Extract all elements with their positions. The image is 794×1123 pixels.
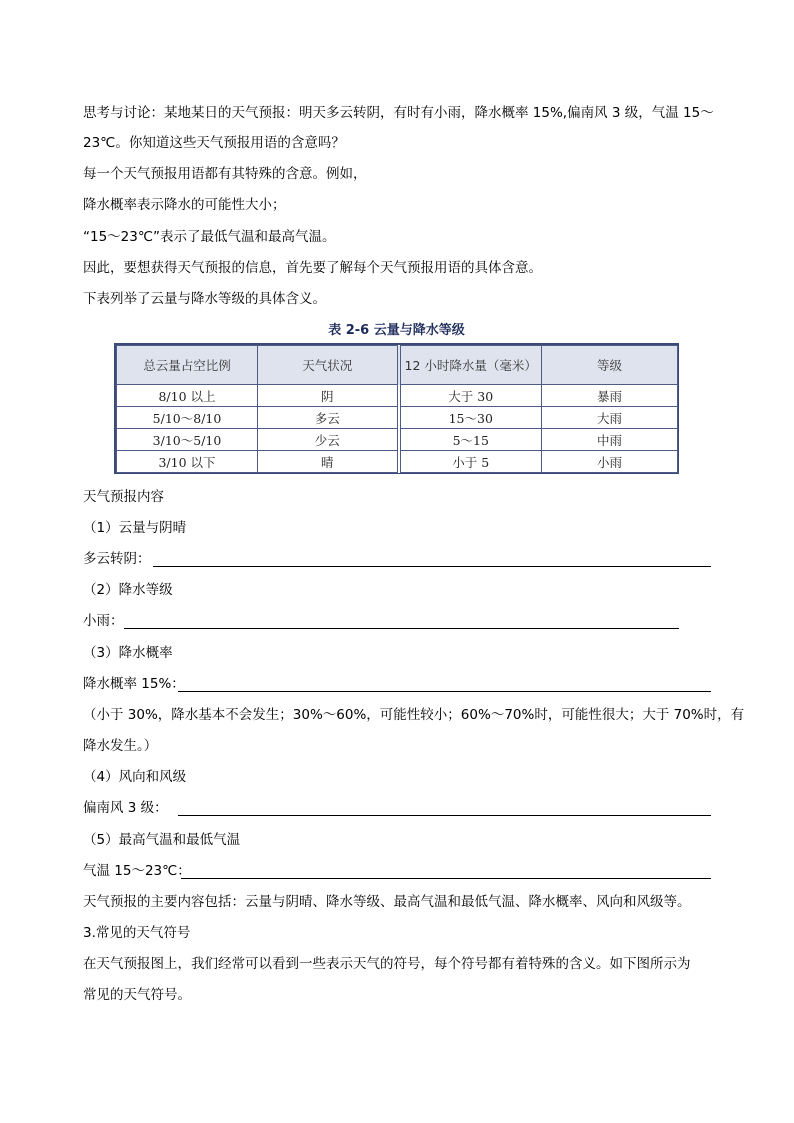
probability-note-1: （小于 30%，降水基本不会发生；30%～60%，可能性较小；60%～70%时，可能性很大；大于 70%时，有 bbox=[83, 707, 745, 723]
cell-cloud-ratio: 8/10 以上 bbox=[117, 385, 258, 407]
cell-weather: 晴 bbox=[258, 451, 399, 473]
header-rainfall: 12 小时降水量（毫米） bbox=[399, 346, 542, 385]
cell-rainfall: 15～30 bbox=[399, 407, 542, 429]
cell-rainfall: 小于 5 bbox=[399, 451, 542, 473]
section-3-title: 3.常见的天气符号 bbox=[83, 925, 191, 941]
fill-label-wind: 偏南风 3 级： bbox=[83, 800, 168, 816]
cell-rainfall: 5～15 bbox=[399, 429, 542, 451]
header-grade: 等级 bbox=[542, 346, 678, 385]
cell-grade: 中雨 bbox=[542, 429, 678, 451]
fill-label-probability: 降水概率 15%： bbox=[83, 676, 185, 692]
cell-grade: 大雨 bbox=[542, 407, 678, 429]
table-caption: 表 2-6 云量与降水等级 bbox=[328, 323, 465, 338]
intro-line-2: 23℃。你知道这些天气预报用语的含意吗？ bbox=[83, 135, 345, 151]
paragraph-3: “15～23℃”表示了最低气温和最高气温。 bbox=[83, 229, 336, 245]
paragraph-5: 下表列举了云量与降水等级的具体含义。 bbox=[83, 291, 326, 307]
paragraph-1: 每一个天气预报用语都有其特殊的含意。例如， bbox=[83, 166, 367, 182]
header-cloud-ratio: 总云量占空比例 bbox=[117, 346, 258, 385]
cell-cloud-ratio: 3/10 以下 bbox=[117, 451, 258, 473]
answer-blank-light-rain[interactable] bbox=[124, 628, 679, 629]
cell-grade: 小雨 bbox=[542, 451, 678, 473]
answer-blank-temperature[interactable] bbox=[181, 878, 711, 879]
cell-weather: 少云 bbox=[258, 429, 399, 451]
table-row bbox=[117, 407, 678, 429]
paragraph-4: 因此，要想获得天气预报的信息，首先要了解每个天气预报用语的具体含意。 bbox=[83, 260, 542, 276]
section-precip-grade: （2）降水等级 bbox=[83, 582, 173, 598]
probability-note-2: 降水发生。） bbox=[83, 738, 158, 754]
fill-label-temperature: 气温 15～23℃： bbox=[83, 863, 191, 879]
answer-blank-cloudy[interactable] bbox=[153, 566, 711, 567]
section-wind: （4）风向和风级 bbox=[83, 769, 187, 785]
intro-line-1: 思考与讨论：某地某日的天气预报：明天多云转阴，有时有小雨，降水概率 15%,偏南风 3 级，气温 15～ bbox=[83, 105, 714, 121]
section-3-body-2: 常见的天气符号。 bbox=[83, 987, 191, 1003]
cloud-precipitation-table-figure bbox=[114, 320, 679, 476]
cell-cloud-ratio: 5/10～8/10 bbox=[117, 407, 258, 429]
answer-blank-probability[interactable] bbox=[178, 691, 711, 692]
paragraph-2: 降水概率表示降水的可能性大小； bbox=[83, 197, 286, 213]
section-cloud: （1）云量与阴晴 bbox=[83, 520, 187, 536]
fill-label-cloudy: 多云转阴： bbox=[83, 551, 151, 567]
section-3-body-1: 在天气预报图上，我们经常可以看到一些表示天气的符号，每个符号都有着特殊的含义。如下图所示为 bbox=[83, 956, 691, 972]
forecast-heading: 天气预报内容 bbox=[83, 489, 164, 505]
section-temperature: （5）最高气温和最低气温 bbox=[83, 832, 241, 848]
cell-grade: 暴雨 bbox=[542, 385, 678, 407]
forecast-summary: 天气预报的主要内容包括：云量与阴晴、降水等级、最高气温和最低气温、降水概率、风向和风级等。 bbox=[83, 894, 691, 910]
table-row bbox=[117, 385, 678, 407]
fill-label-light-rain: 小雨： bbox=[83, 613, 124, 629]
answer-blank-wind[interactable] bbox=[178, 815, 711, 816]
cell-weather: 多云 bbox=[258, 407, 399, 429]
cell-rainfall: 大于 30 bbox=[399, 385, 542, 407]
header-weather: 天气状况 bbox=[258, 346, 399, 385]
section-precip-prob: （3）降水概率 bbox=[83, 645, 173, 661]
table-row bbox=[117, 451, 678, 473]
cell-cloud-ratio: 3/10～5/10 bbox=[117, 429, 258, 451]
table-header-row bbox=[117, 346, 678, 385]
cell-weather: 阴 bbox=[258, 385, 399, 407]
table-row bbox=[117, 429, 678, 451]
cloud-precipitation-table bbox=[114, 343, 679, 474]
